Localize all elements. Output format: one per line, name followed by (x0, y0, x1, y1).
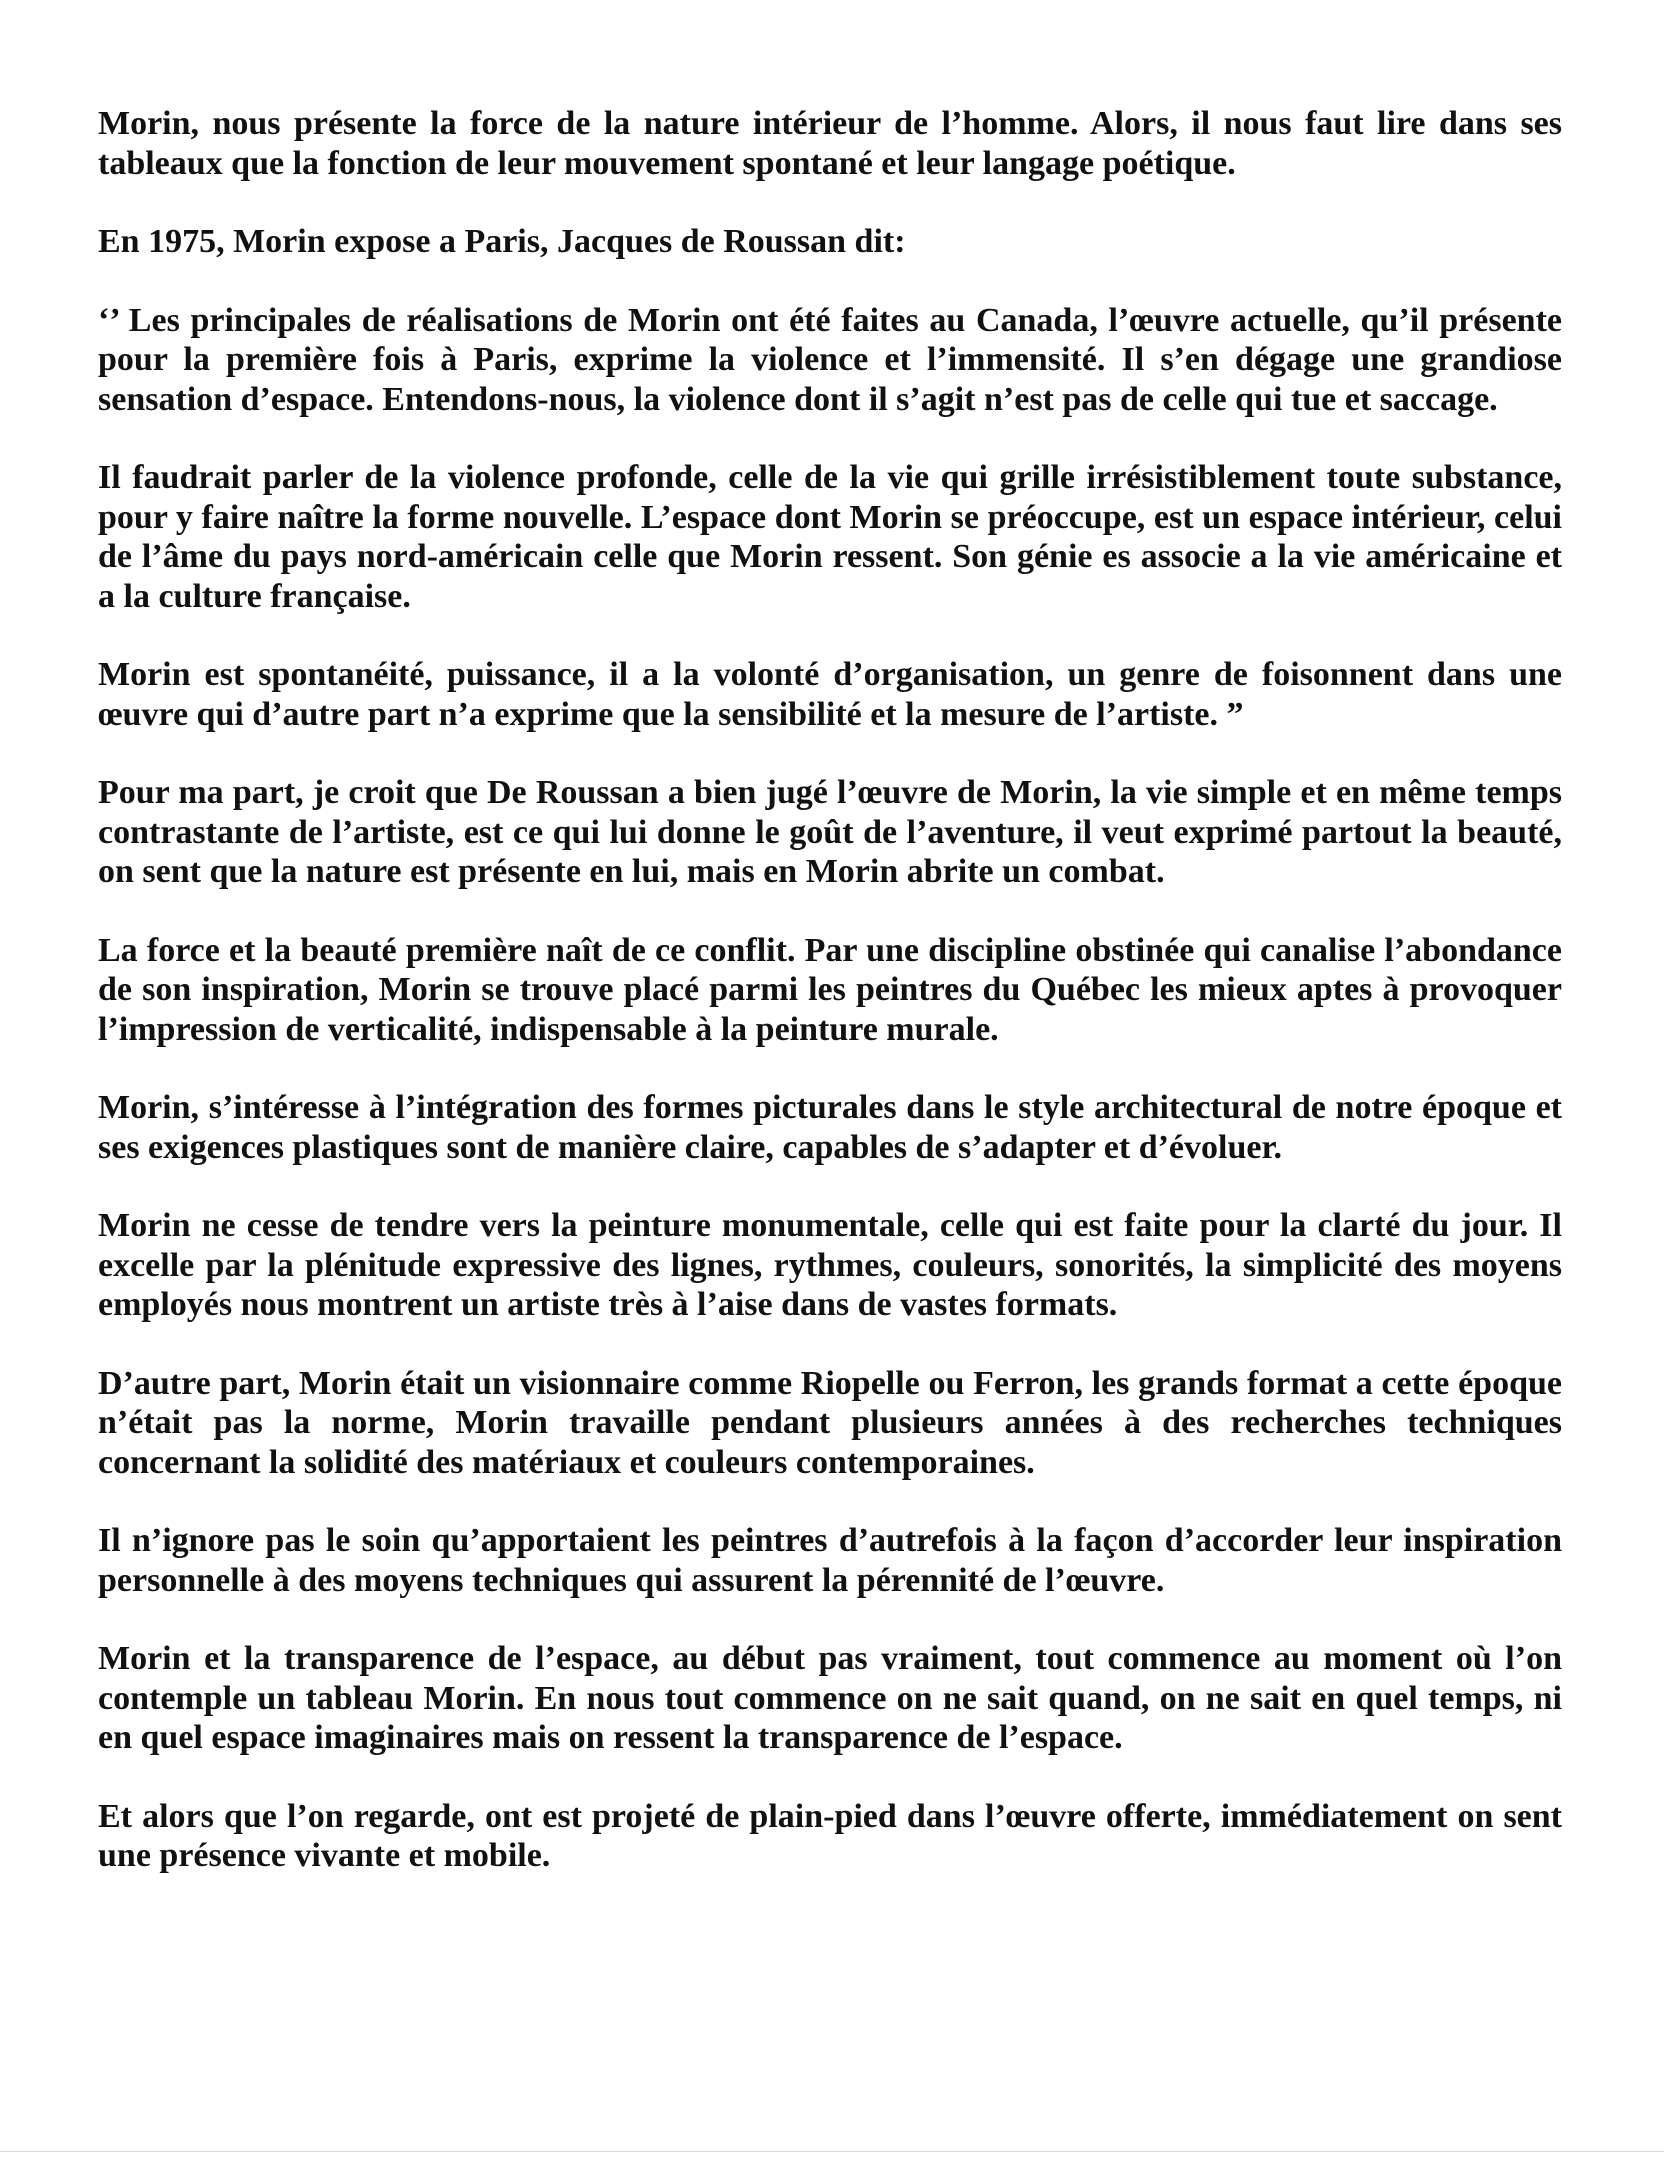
paragraph-9: Morin ne cesse de tendre vers la peinture monumentale, celle qui est faite pour la clarté du jour. Il excelle par la plénitude expressive des lignes, rythmes, couleurs, sonorités, la simplicité des moyens employés nous montrent un artiste très à l’aise dans de vastes formats. (98, 1207, 1562, 1323)
paragraph-1: Morin, nous présente la force de la nature intérieur de l’homme. Alors, il nous faut lire dans ses tableaux que la fonction de leur mouvement spontané et leur langage poétique. (98, 105, 1562, 182)
paragraph-5: Morin est spontanéité, puissance, il a la volonté d’organisation, un genre de foisonnent dans une œuvre qui d’autre part n’a exprime que la sensibilité et la mesure de l’artiste. ” (98, 656, 1562, 733)
paragraph-8: Morin, s’intéresse à l’intégration des formes picturales dans le style architectural de notre époque et ses exigences plastiques sont de manière claire, capables de s’adapter et d’évoluer. (98, 1089, 1562, 1166)
paragraph-7: La force et la beauté première naît de ce conflit. Par une discipline obstinée qui canalise l’abondance de son inspiration, Morin se trouve placé parmi les peintres du Québec les mieux aptes à provoquer l’impression de verticalité, indispensable à la peinture murale. (98, 931, 1562, 1048)
paragraph-6: Pour ma part, je croit que De Roussan a bien jugé l’œuvre de Morin, la vie simple et en même temps contrastante de l’artiste, est ce qui lui donne le goût de l’aventure, il veut exprimé partout la beauté, on sent que la nature est présente en lui, mais en Morin abrite un combat. (98, 774, 1562, 890)
paragraph-2: En 1975, Morin expose a Paris, Jacques de Roussan dit: (98, 223, 906, 260)
paragraph-11: Il n’ignore pas le soin qu’apportaient les peintres d’autrefois à la façon d’accorder leur inspiration personnelle à des moyens techniques qui assurent la pérennité de l’œuvre. (98, 1522, 1562, 1599)
paragraph-3-quote: ‘’ Les principales de réalisations de Morin ont été faites au Canada, l’œuvre actuelle, qu’il présente pour la première fois à Paris, exprime la violence et l’immensité. Il s’en dégage une grandiose sensation d’espace. Entendons-nous, la violence dont il s’agit n’est pas de celle qui tue et saccage. (98, 301, 1562, 418)
paragraph-13: Et alors que l’on regarde, ont est projeté de plain-pied dans l’œuvre offerte, immédiatement on sent une présence vivante et mobile. (98, 1797, 1562, 1874)
scan-edge-line (0, 2151, 1664, 2152)
paragraph-4: Il faudrait parler de la violence profonde, celle de la vie qui grille irrésistiblement toute substance, pour y faire naître la forme nouvelle. L’espace dont Morin se préoccupe, est un espace intérieur, celui de l’âme du pays nord-américain celle que Morin ressent. Son génie es associe a la vie américaine et a la culture française. (98, 459, 1562, 615)
paragraph-12: Morin et la transparence de l’espace, au début pas vraiment, tout commence au moment où l’on contemple un tableau Morin. En nous tout commence on ne sait quand, on ne sait en quel temps, ni en quel espace imaginaires mais on ressent la transparence de l’espace. (98, 1640, 1562, 1756)
body-text (98, 104, 1562, 1876)
paragraph-10: D’autre part, Morin était un visionnaire comme Riopelle ou Ferron, les grands format a cette époque n’était pas la norme, Morin travaille pendant plusieurs années à des recherches techniques concernant la solidité des matériaux et couleurs contemporaines. (98, 1364, 1562, 1481)
